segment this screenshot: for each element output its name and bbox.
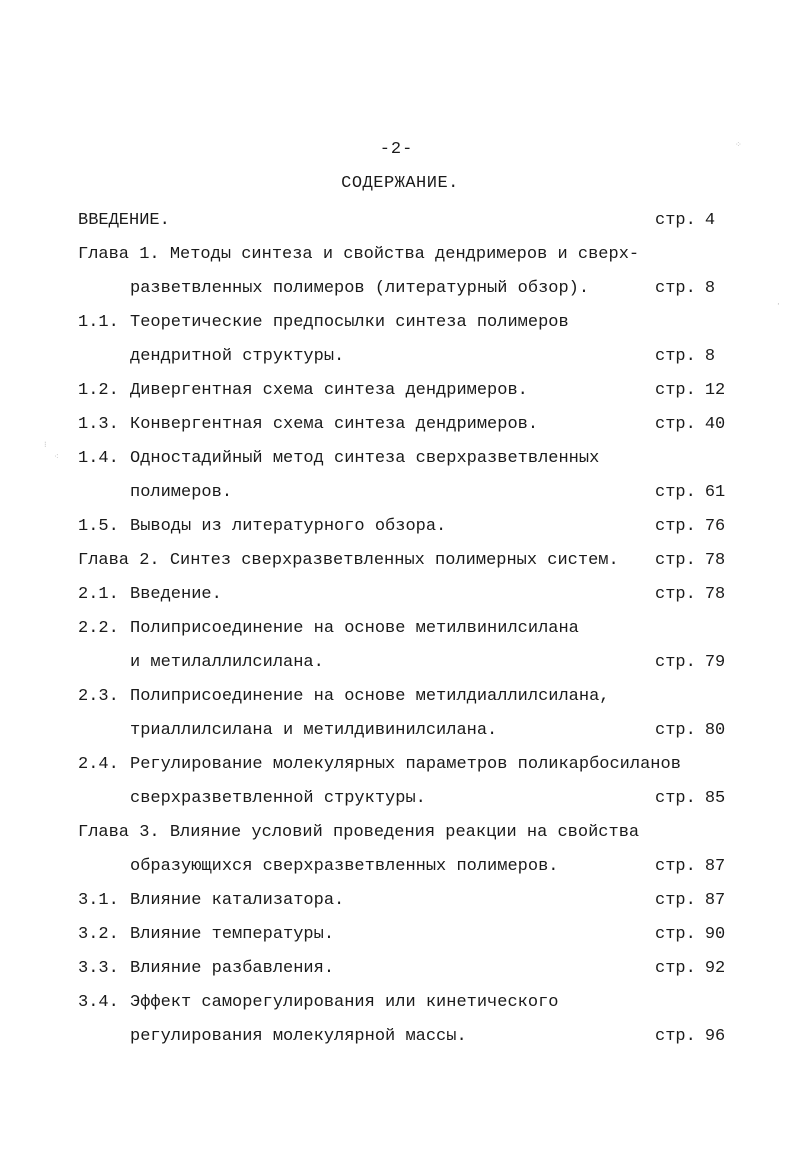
toc-page-ref [655,544,727,578]
page-label: стр. [655,1027,696,1046]
page-label: стр. [655,721,696,740]
page-label: стр. [655,517,696,536]
toc-entry-text: триаллилсилана и метилдивинилсилана. [130,721,498,740]
toc-entry [78,816,728,850]
table-of-contents [78,204,728,1054]
toc-entry-number: 3.3. [78,959,119,978]
toc-entry [78,952,728,986]
toc-entry [78,272,728,306]
toc-page-number: 8 [704,279,716,298]
toc-entry [78,374,728,408]
toc-entry-text: Теоретические предпосылки синтеза полимеров [130,313,569,332]
toc-entry-text: и метилаллилсилана. [130,653,324,672]
toc-entry [78,680,728,714]
page-label: стр. [655,415,696,434]
scan-speck: ⁘ [735,141,742,150]
toc-entry-text: Влияние температуры. [130,925,335,944]
toc-entry-text: Полиприсоединение на основе метилвинилсилана [130,619,579,638]
toc-entry-text: Конвергентная схема синтеза дендримеров. [130,415,539,434]
page-label: стр. [655,789,696,808]
toc-entry-text: Влияние катализатора. [130,891,345,910]
toc-entry [78,714,728,748]
toc-entry [78,238,728,272]
toc-entry [78,204,728,238]
toc-entry-number: 2.4. [78,755,119,774]
toc-page-ref [655,476,727,510]
scan-speck: ⁝ [44,441,47,450]
page-label: стр. [655,653,696,672]
toc-entry [78,884,728,918]
toc-entry [78,340,728,374]
page-label: стр. [655,925,696,944]
toc-entry [78,306,728,340]
page-label: стр. [655,959,696,978]
toc-entry-text: образующихся сверхразветвленных полимеров. [130,857,559,876]
toc-entry [78,1020,728,1054]
page-label: стр. [655,279,696,298]
toc-entry [78,986,728,1020]
toc-entry-text: полимеров. [130,483,233,502]
toc-page-number: 40 [704,415,726,434]
toc-entry-text: Введение. [130,585,222,604]
toc-entry-number: 3.1. [78,891,119,910]
toc-entry-number: 3.2. [78,925,119,944]
toc-title: СОДЕРЖАНИЕ. [341,174,459,193]
toc-entry [78,612,728,646]
toc-entry [78,748,728,782]
toc-entry-text: сверхразветвленной структуры. [130,789,426,808]
toc-page-ref [655,340,727,374]
toc-entry [78,476,728,510]
toc-page-ref [655,408,727,442]
toc-entry-number: 1.1. [78,313,119,332]
toc-entry-number: 2.2. [78,619,119,638]
toc-page-number: 61 [704,483,726,502]
page-label: стр. [655,857,696,876]
toc-page-ref [655,374,727,408]
toc-entry-text: регулирования молекулярной массы. [130,1027,467,1046]
toc-entry-number: 1.2. [78,381,119,400]
toc-page-ref [655,204,727,238]
toc-page-number: 78 [704,551,726,570]
toc-page-number: 78 [704,585,726,604]
toc-page-ref [655,578,727,612]
toc-entry-text: Глава 3. Влияние условий проведения реакции на свойства [78,823,640,842]
toc-page-number: 4 [704,211,716,230]
toc-page-number: 8 [704,347,716,366]
toc-page-number: 76 [704,517,726,536]
toc-page-number: 85 [704,789,726,808]
toc-entry [78,544,728,578]
toc-entry-text: ВВЕДЕНИЕ. [78,211,170,230]
page-label: стр. [655,585,696,604]
toc-page-ref [655,646,727,680]
toc-page-ref [655,918,727,952]
toc-page-number: 96 [704,1027,726,1046]
toc-page-ref [655,884,727,918]
toc-entry-text: Выводы из литературного обзора. [130,517,447,536]
toc-entry-text: Влияние разбавления. [130,959,335,978]
toc-page-ref [655,714,727,748]
toc-entry [78,510,728,544]
page-label: стр. [655,483,696,502]
toc-page-ref [655,272,727,306]
toc-page-number: 79 [704,653,726,672]
toc-page-ref [655,850,727,884]
toc-entry [78,850,728,884]
toc-entry-text: Эффект саморегулирования или кинетического [130,993,559,1012]
toc-page-ref [655,1020,727,1054]
toc-entry-number: 1.3. [78,415,119,434]
toc-entry-text: Регулирование молекулярных параметров поликарбосиланов [130,755,681,774]
toc-page-ref [655,952,727,986]
page-number: -2- [379,140,414,159]
toc-page-number: 87 [704,857,726,876]
toc-entry [78,782,728,816]
toc-entry [78,408,728,442]
toc-page-number: 87 [704,891,726,910]
toc-page-number: 12 [704,381,726,400]
toc-entry-text: Одностадийный метод синтеза сверхразветвленных [130,449,600,468]
toc-entry-number: 3.4. [78,993,119,1012]
toc-entry-text: Дивергентная схема синтеза дендримеров. [130,381,528,400]
scan-speck: ⁖ [54,453,59,462]
toc-entry-text: дендритной структуры. [130,347,345,366]
toc-entry-number: 1.5. [78,517,119,536]
toc-entry-number: 2.1. [78,585,119,604]
toc-entry-number: 1.4. [78,449,119,468]
toc-page-ref [655,510,727,544]
page-label: стр. [655,347,696,366]
toc-page-number: 92 [704,959,726,978]
toc-entry-text: Полиприсоединение на основе метилдиаллилсилана, [130,687,610,706]
page-label: стр. [655,381,696,400]
page-label: стр. [655,891,696,910]
toc-page-ref [655,782,727,816]
toc-entry-text: Глава 1. Методы синтеза и свойства дендримеров и сверх- [78,245,640,264]
toc-entry [78,442,728,476]
toc-entry-text: разветвленных полимеров (литературный обзор). [130,279,590,298]
page-label: стр. [655,211,696,230]
toc-entry [78,918,728,952]
toc-entry [78,578,728,612]
scan-speck: · [776,300,781,309]
toc-entry-number: 2.3. [78,687,119,706]
toc-entry-text: Глава 2. Синтез сверхразветвленных полимерных систем. [78,551,619,570]
toc-page-number: 90 [704,925,726,944]
page-label: стр. [655,551,696,570]
toc-entry [78,646,728,680]
toc-page-number: 80 [704,721,726,740]
